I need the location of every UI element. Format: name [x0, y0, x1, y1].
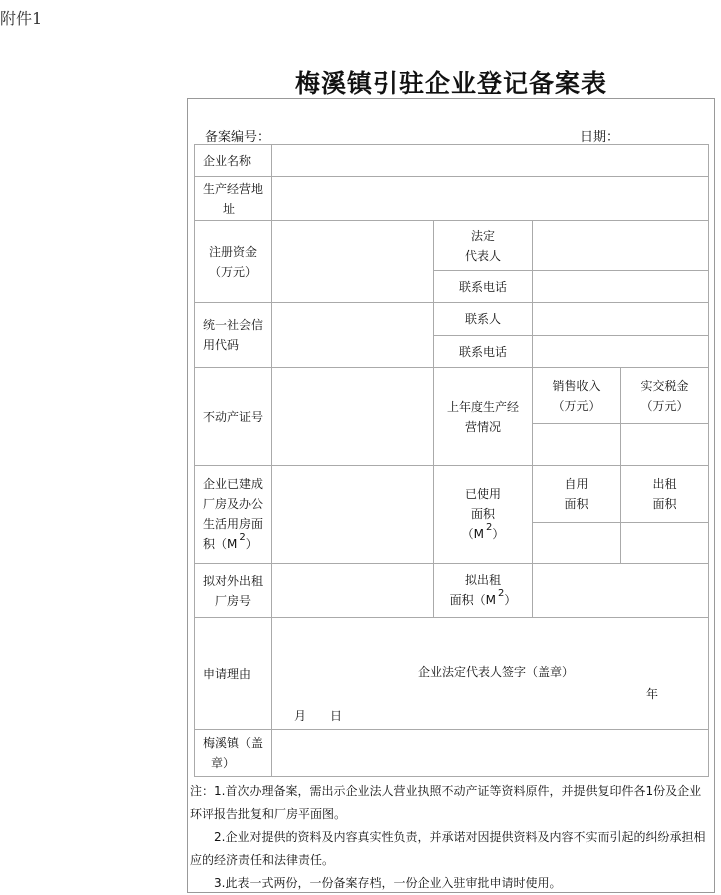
legal-rep-phone-field[interactable] [533, 271, 709, 303]
row-town [195, 730, 709, 777]
lease-area-label-line1: 拟出租 [464, 572, 501, 587]
lease-area-label-line2 [438, 587, 528, 612]
notes-section [190, 780, 712, 895]
self-use-label-line1: 自用 [564, 477, 589, 491]
used-area-label [434, 466, 533, 564]
used-area-unit: （M [461, 526, 484, 541]
address-label [195, 177, 272, 221]
self-use-field[interactable] [533, 523, 621, 564]
tax-label-line1: 实交税金 [640, 378, 689, 393]
legal-rep-label-line2: 代表人 [464, 248, 501, 263]
contact-field[interactable] [533, 303, 709, 336]
used-area-label-line3 [438, 521, 528, 546]
used-area-superscript: 2 [485, 521, 493, 533]
reason-date-label: 月 日 [294, 709, 343, 723]
company-name-label: 企业名称 [195, 145, 272, 177]
built-area-label-line1: 企业已建成 [203, 476, 264, 491]
annex-label: 附件1 [0, 9, 43, 28]
legal-rep-label-line1: 法定 [470, 228, 495, 243]
note-1: 注：1.首次办理备案，需出示企业法人营业执照不动产证等资料原件，并提供复印件各1份及企业环评报告批复和厂房平面图。 [190, 784, 702, 821]
lease-area-superscript: 2 [497, 587, 505, 599]
credit-code-label-line2: 用代码 [203, 338, 240, 352]
row-property-1 [195, 368, 709, 424]
capital-label-line1: 注册资金 [208, 244, 257, 259]
reason-field[interactable] [272, 618, 709, 730]
self-use-label-line2: 面积 [564, 497, 589, 511]
capital-field[interactable] [272, 221, 434, 303]
row-company-name [195, 145, 709, 177]
last-year-label-line2: 营情况 [464, 419, 501, 434]
sales-label-line1: 销售收入 [552, 378, 601, 393]
property-cert-field[interactable] [272, 368, 434, 466]
registration-table [194, 144, 709, 777]
tax-field[interactable] [621, 424, 709, 466]
built-area-field[interactable] [272, 466, 434, 564]
legal-rep-label [434, 221, 533, 271]
capital-label [195, 221, 272, 303]
reason-year-label: 年 [646, 687, 659, 701]
note-3: 3.此表一式两份，一份备案存档，一份企业入驻审批申请时使用。 [214, 876, 562, 890]
reason-signature-label: 企业法定代表人签字（盖章） [418, 665, 575, 679]
built-area-superscript: 2 [239, 531, 246, 543]
self-use-label [533, 466, 621, 523]
address-label-line1: 生产经营地 [203, 181, 264, 196]
tax-label-line2: （万元） [640, 398, 689, 413]
sales-label-line2: （万元） [552, 398, 601, 413]
row-built-1 [195, 466, 709, 523]
date-label: 日期： [580, 130, 620, 145]
rented-field[interactable] [621, 523, 709, 564]
legal-rep-field[interactable] [533, 221, 709, 271]
tax-label [621, 368, 709, 424]
form-title: 梅溪镇引驻企业登记备案表 [295, 69, 608, 98]
capital-label-line2: （万元） [208, 264, 257, 279]
last-year-label-line1: 上年度生产经 [446, 399, 519, 414]
row-credit-1 [195, 303, 709, 336]
built-area-label-line3: 生活用房面 [203, 516, 264, 531]
row-address [195, 177, 709, 221]
credit-code-label [195, 303, 272, 368]
address-field[interactable] [272, 177, 709, 221]
used-area-label-line2: 面积 [470, 506, 495, 521]
built-area-label-line4 [203, 531, 267, 556]
rented-label-line1: 出租 [652, 477, 677, 491]
rented-label [621, 466, 709, 523]
built-area-unit-close: ） [245, 536, 258, 551]
property-cert-label: 不动产证号 [195, 368, 272, 466]
credit-code-field[interactable] [272, 303, 434, 368]
row-lease [195, 564, 709, 618]
used-area-label-line1: 已使用 [464, 486, 501, 501]
lease-area-label [434, 564, 533, 618]
contact-label: 联系人 [434, 303, 533, 336]
built-area-label-line2: 厂房及办公 [203, 496, 264, 511]
town-seal-label-line1: 梅溪镇（盖 [203, 736, 264, 750]
row-capital-1 [195, 221, 709, 271]
lease-area-unit: 面积（M [449, 592, 496, 607]
built-area-label [195, 466, 272, 564]
note-2: 2.企业对提供的资料及内容真实性负责，并承诺对因提供资料及内容不实而引起的纠纷承担相应的经济责任和法律责任。 [190, 830, 706, 867]
lease-out-label [195, 564, 272, 618]
rented-label-line2: 面积 [652, 497, 677, 511]
lease-out-label-line2: 厂房号 [215, 593, 252, 608]
lease-out-field[interactable] [272, 564, 434, 618]
used-area-unit-close: ） [492, 526, 505, 541]
town-seal-label [195, 730, 272, 777]
built-area-unit: 积（M [203, 536, 238, 551]
record-number-label: 备案编号： [205, 130, 271, 145]
contact-phone-field[interactable] [533, 336, 709, 368]
sales-label [533, 368, 621, 424]
contact-phone-label: 联系电话 [434, 336, 533, 368]
credit-code-label-line1: 统一社会信 [203, 318, 264, 332]
company-name-field[interactable] [272, 145, 709, 177]
address-label-line2: 址 [223, 201, 236, 216]
lease-area-field[interactable] [533, 564, 709, 618]
lease-out-label-line1: 拟对外出租 [203, 573, 264, 588]
row-reason [195, 618, 709, 730]
last-year-label [434, 368, 533, 466]
lease-area-unit-close: ） [504, 592, 517, 607]
legal-rep-phone-label: 联系电话 [434, 271, 533, 303]
sales-field[interactable] [533, 424, 621, 466]
reason-label: 申请理由 [195, 618, 272, 730]
town-seal-label-line2: 章） [211, 756, 236, 770]
town-seal-field[interactable] [272, 730, 709, 777]
